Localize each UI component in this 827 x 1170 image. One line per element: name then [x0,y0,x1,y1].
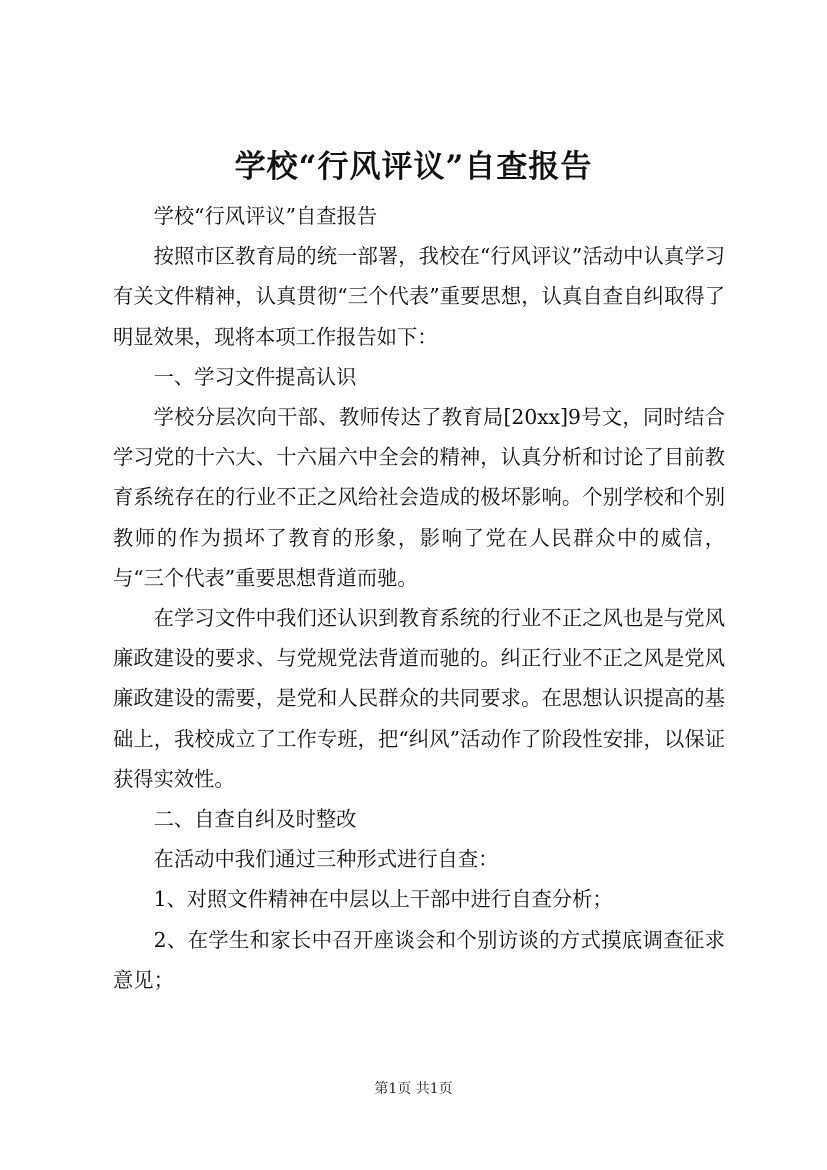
list-item-1: 1、对照文件精神在中层以上干部中进行自查分析； [153,887,613,912]
document-body [113,196,725,1000]
section-heading-1: 一、学习文件提高认识 [153,364,357,389]
paragraph-intro: 按照市区教育局的统一部署，我校在“行风评议”活动中认真学习有关文件精神，认真贯彻“三个代表”重要思想，认真自查自纠取得了明显效果，现将本项工作报告如下： [113,244,725,349]
paragraph-section-1b: 在学习文件中我们还认识到教育系统的行业不正之风也是与党风廉政建设的要求、与党规党法背道而驰的。纠正行业不正之风是党风廉政建设的需要，是党和人民群众的共同要求。在思想认识提高的基础上，我校成立了工作专班，把“纠风”活动作了阶段性安排，以保证获得实效性。 [113,606,725,791]
page-footer: 第1页 共1页 [374,1081,453,1097]
paragraph-section-1a: 学校分层次向干部、教师传达了教育局[20xx]9号文，同时结合学习党的十六大、十六届六中全会的精神，认真分析和讨论了目前教育系统存在的行业不正之风给社会造成的极坏影响。个别学校和个别教师的作为损坏了教育的形象，影响了党在人民群众中的威信，与“三个代表”重要思想背道而驰。 [113,405,725,590]
paragraph-subtitle: 学校“行风评议”自查报告 [153,204,378,228]
list-item-2: 2、在学生和家长中召开座谈会和个别访谈的方式摸底调查征求意见； [113,927,725,992]
paragraph-section-2-intro: 在活动中我们通过三种形式进行自查： [153,847,499,872]
section-heading-2: 二、自查自纠及时整改 [153,807,357,832]
document-title: 学校“行风评议”自查报告 [234,149,593,185]
